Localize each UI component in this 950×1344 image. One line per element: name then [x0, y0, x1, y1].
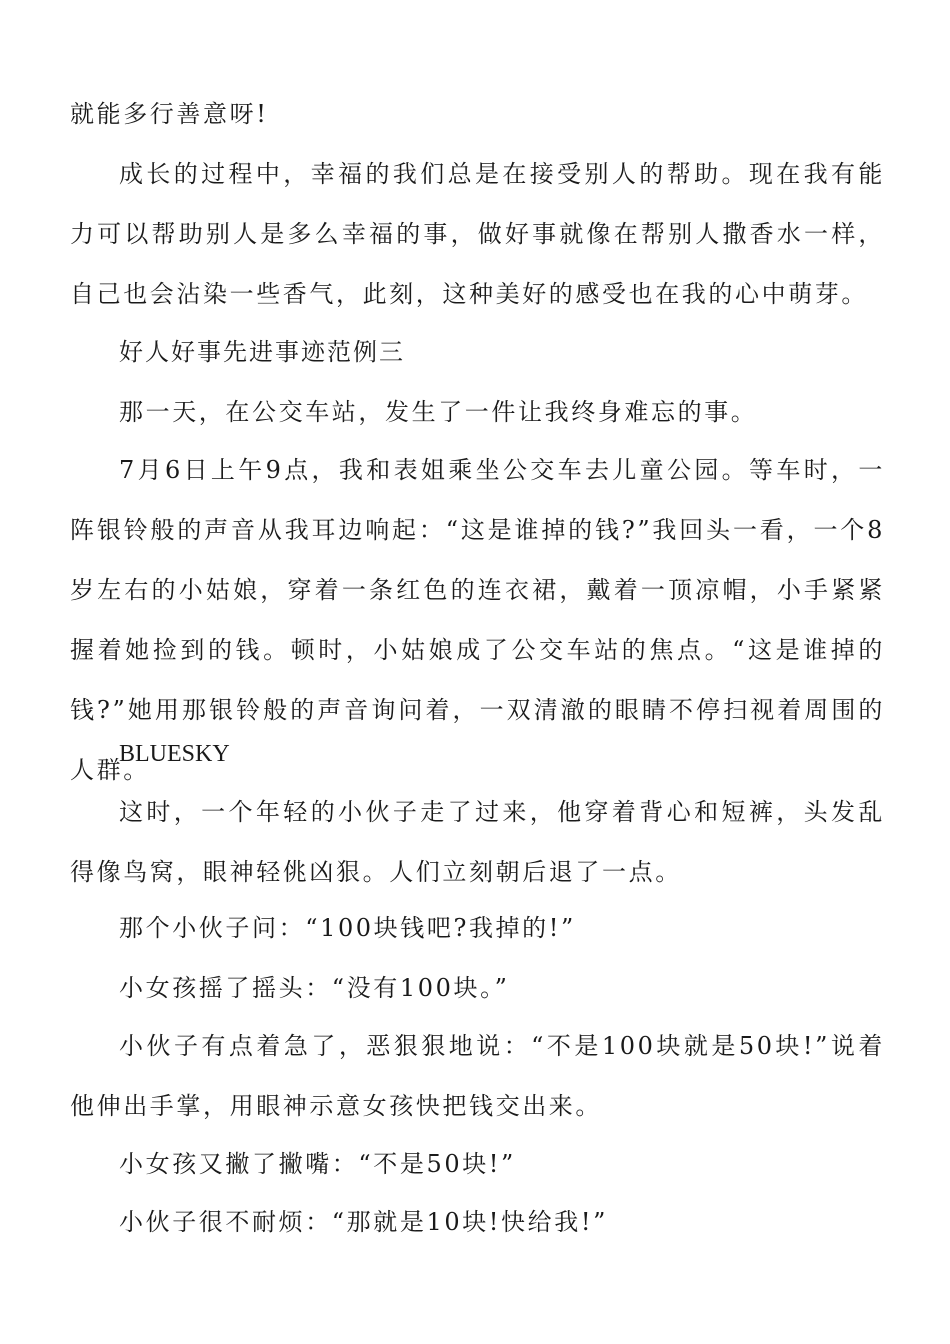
- paragraph-bus-stop: 7月6日上午9点，我和表姐乘坐公交车去儿童公园。等车时，一阵银铃般的声音从我耳边响起：“这是谁掉的钱?”我回头一看，一个8岁左右的小姑娘，穿着一条红色的连衣裙，戴着一顶凉帽，小手紧紧握着她捡到的钱。顿时，小姑娘成了公交车站的焦点。“这是谁掉的钱?”她用那银铃般的声音询问着，一双清澈的眼睛不停扫视着周围的人群。: [70, 456, 885, 784]
- paragraph-dialogue-2: 小女孩摇了摇头：“没有100块。”: [119, 974, 510, 1002]
- paragraph-that-day: 那一天，在公交车站，发生了一件让我终身难忘的事。: [119, 398, 758, 426]
- paragraph-continuation: 就能多行善意呀!: [70, 100, 269, 128]
- watermark-text: BLUESKY: [119, 741, 230, 767]
- paragraph-dialogue-4: 小女孩又撇了撇嘴：“不是50块!”: [119, 1150, 516, 1178]
- paragraph-dialogue-3: 小伙子有点着急了，恶狠狠地说：“不是100块就是50块!”说着他伸出手掌，用眼神示意女孩快把钱交出来。: [70, 1032, 885, 1120]
- paragraph-young-man: 这时，一个年轻的小伙子走了过来，他穿着背心和短裤，头发乱得像鸟窝，眼神轻佻凶狠。人们立刻朝后退了一点。: [70, 798, 885, 886]
- paragraph-dialogue-5: 小伙子很不耐烦：“那就是10块!快给我!”: [119, 1208, 608, 1236]
- paragraph-growth: 成长的过程中，幸福的我们总是在接受别人的帮助。现在我有能力可以帮助别人是多么幸福的事，做好事就像在帮别人撒香水一样，自己也会沾染一些香气，此刻，这种美好的感受也在我的心中萌芽。: [70, 160, 885, 308]
- section-heading: 好人好事先进事迹范例三: [119, 338, 405, 366]
- paragraph-dialogue-1: 那个小伙子问：“100块钱吧?我掉的!”: [119, 914, 576, 942]
